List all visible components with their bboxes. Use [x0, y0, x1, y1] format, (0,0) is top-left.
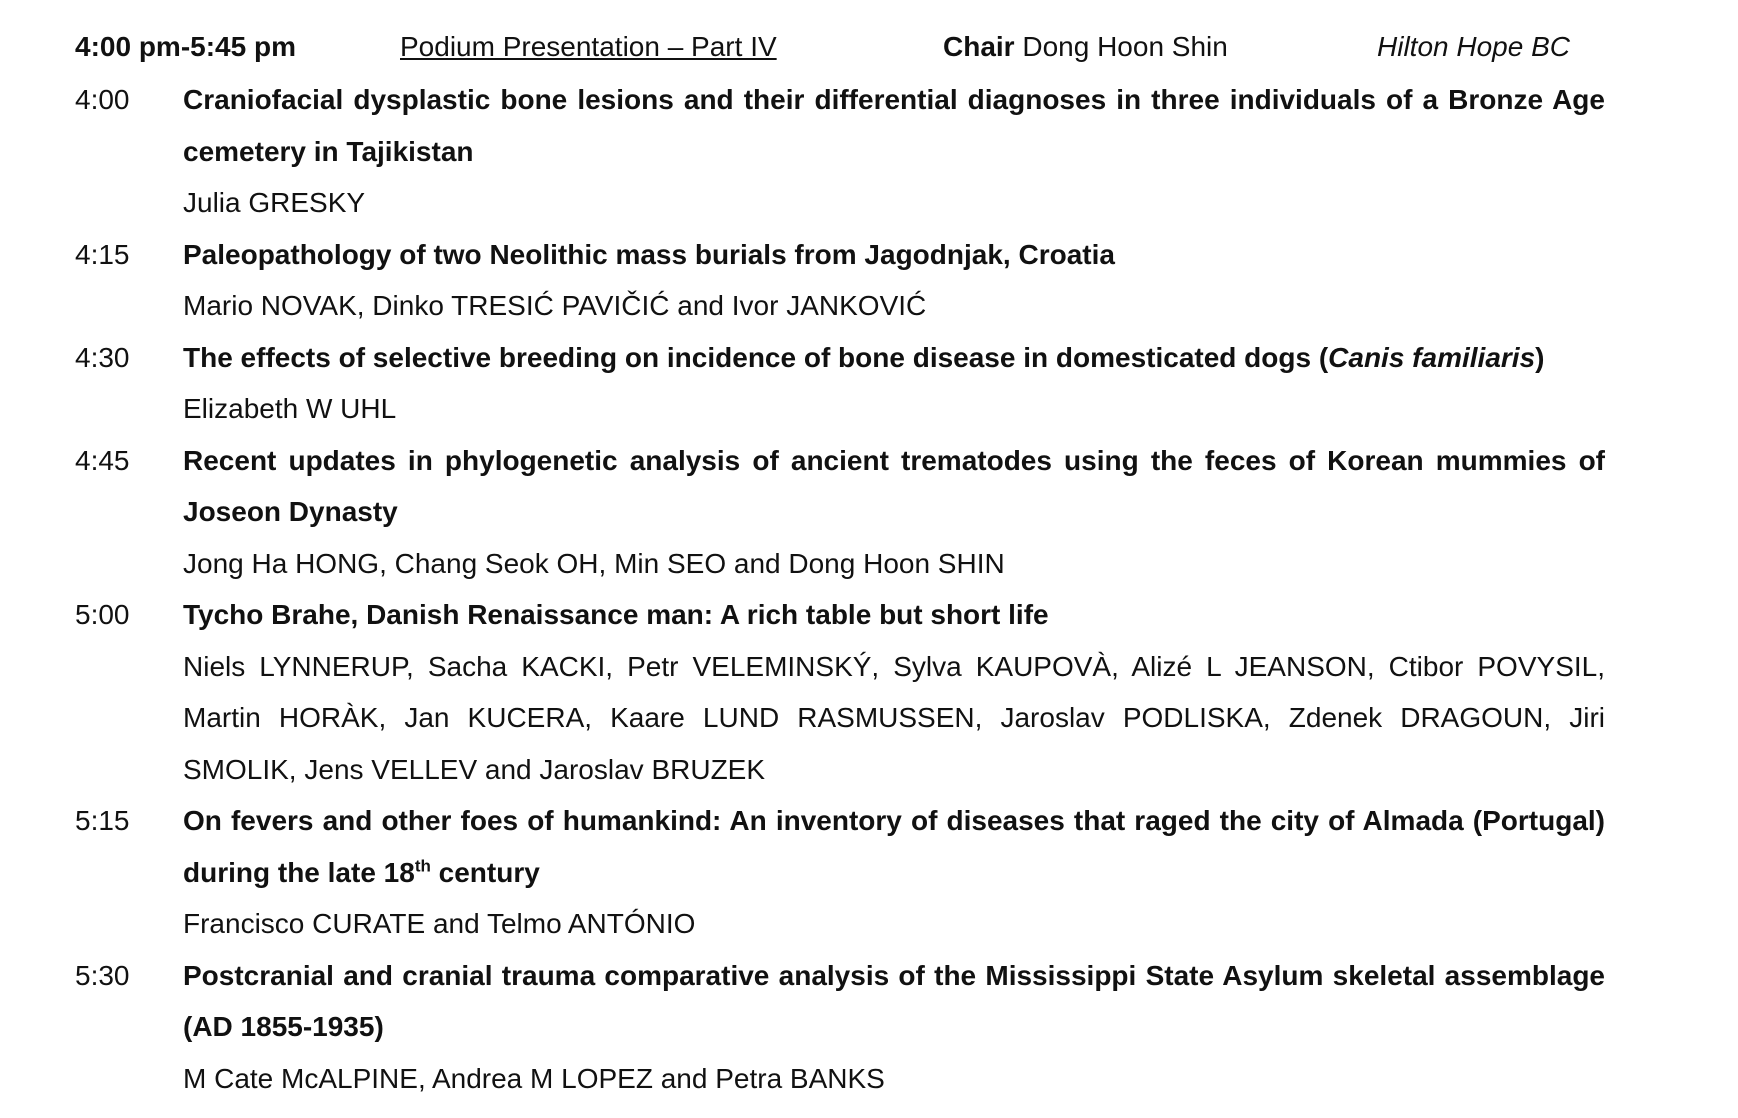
session-time-range: 4:00 pm-5:45 pm — [75, 31, 296, 62]
talk-title — [183, 795, 1605, 898]
talk-authors: M Cate McALPINE, Andrea M LOPEZ and Petra BANKS — [183, 1062, 885, 1094]
talk-item — [75, 229, 1605, 332]
talk-authors: Julia GRESKY — [183, 187, 366, 218]
session-venue: Hilton Hope BC — [1377, 31, 1570, 62]
talk-title-text: The effects of selective breeding on incidence of bone disease in domesticated dogs ( — [183, 341, 1329, 373]
talk-title-species: Canis familiaris — [1328, 341, 1536, 373]
talk-item — [75, 435, 1605, 590]
talk-body — [183, 74, 1605, 229]
talk-body — [183, 435, 1605, 590]
talk-title: Paleopathology of two Neolithic mass burials from Jagodnjak, Croatia — [183, 238, 1115, 270]
talk-title-close: ) — [1535, 341, 1545, 373]
talk-authors: Mario NOVAK, Dinko TRESIĆ PAVIČIĆ and Ivor JANKOVIĆ — [183, 290, 927, 321]
talk-title: Postcranial and cranial trauma comparative analysis of the Mississippi State Asylum skeletal assemblage (AD 1855-1935) — [183, 959, 1605, 1042]
talk-title: Tycho Brahe, Danish Renaissance man: A rich table but short life — [183, 599, 1049, 630]
talk-time: 4:00 — [75, 84, 130, 115]
talk-title-text: On fevers and other foes of humankind: An inventory of diseases that raged the city of Almada (Portugal) during the late 18 — [183, 805, 1605, 888]
talk-item — [75, 74, 1605, 229]
talk-body — [183, 229, 1605, 332]
talk-authors: Jong Ha HONG, Chang Seok OH, Min SEO and Dong Hoon SHIN — [183, 547, 1005, 579]
chair-name: Dong Hoon Shin — [1022, 31, 1228, 62]
talk-time: 4:30 — [75, 341, 130, 373]
talk-item — [75, 332, 1605, 435]
session-title: Podium Presentation – Part IV — [400, 31, 777, 62]
talk-item — [75, 795, 1605, 950]
talk-title: Craniofacial dysplastic bone lesions and their differential diagnoses in three individuals of a Bronze Age cemetery in Tajikistan — [183, 84, 1605, 167]
talk-time: 5:15 — [75, 805, 130, 836]
talk-time: 5:00 — [75, 599, 130, 630]
talk-item — [75, 589, 1605, 795]
talk-item — [75, 950, 1605, 1105]
talk-body — [183, 950, 1605, 1105]
talk-time: 5:30 — [75, 959, 130, 991]
chair-label: Chair — [943, 31, 1015, 62]
talk-body — [183, 589, 1605, 795]
talk-title — [183, 332, 1605, 384]
session-header — [75, 25, 1625, 69]
talk-title-superscript: th — [414, 856, 431, 876]
talk-time: 4:15 — [75, 238, 130, 270]
talk-body — [183, 795, 1605, 950]
talk-authors: Francisco CURATE and Telmo ANTÓNIO — [183, 908, 696, 939]
talk-title: Recent updates in phylogenetic analysis of ancient trematodes using the feces of Korean mummies of Joseon Dynasty — [183, 444, 1605, 527]
talk-authors: Elizabeth W UHL — [183, 393, 397, 424]
talk-time: 4:45 — [75, 444, 130, 476]
talk-title-end: century — [430, 856, 540, 888]
session-chair — [943, 25, 1228, 69]
talk-authors: Niels LYNNERUP, Sacha KACKI, Petr VELEMINSKÝ, Sylva KAUPOVÀ, Alizé L JEANSON, Ctibor POVYSIL, Martin HORÀK, Jan KUCERA, Kaare LUND RASMUSSEN, Jaroslav PODLISKA, Zdenek DRAGOUN, Jiri SMOLIK, Jens VELLEV and Jaroslav BRUZEK — [183, 650, 1605, 785]
talk-body — [183, 332, 1605, 435]
talk-list — [75, 74, 1605, 1104]
